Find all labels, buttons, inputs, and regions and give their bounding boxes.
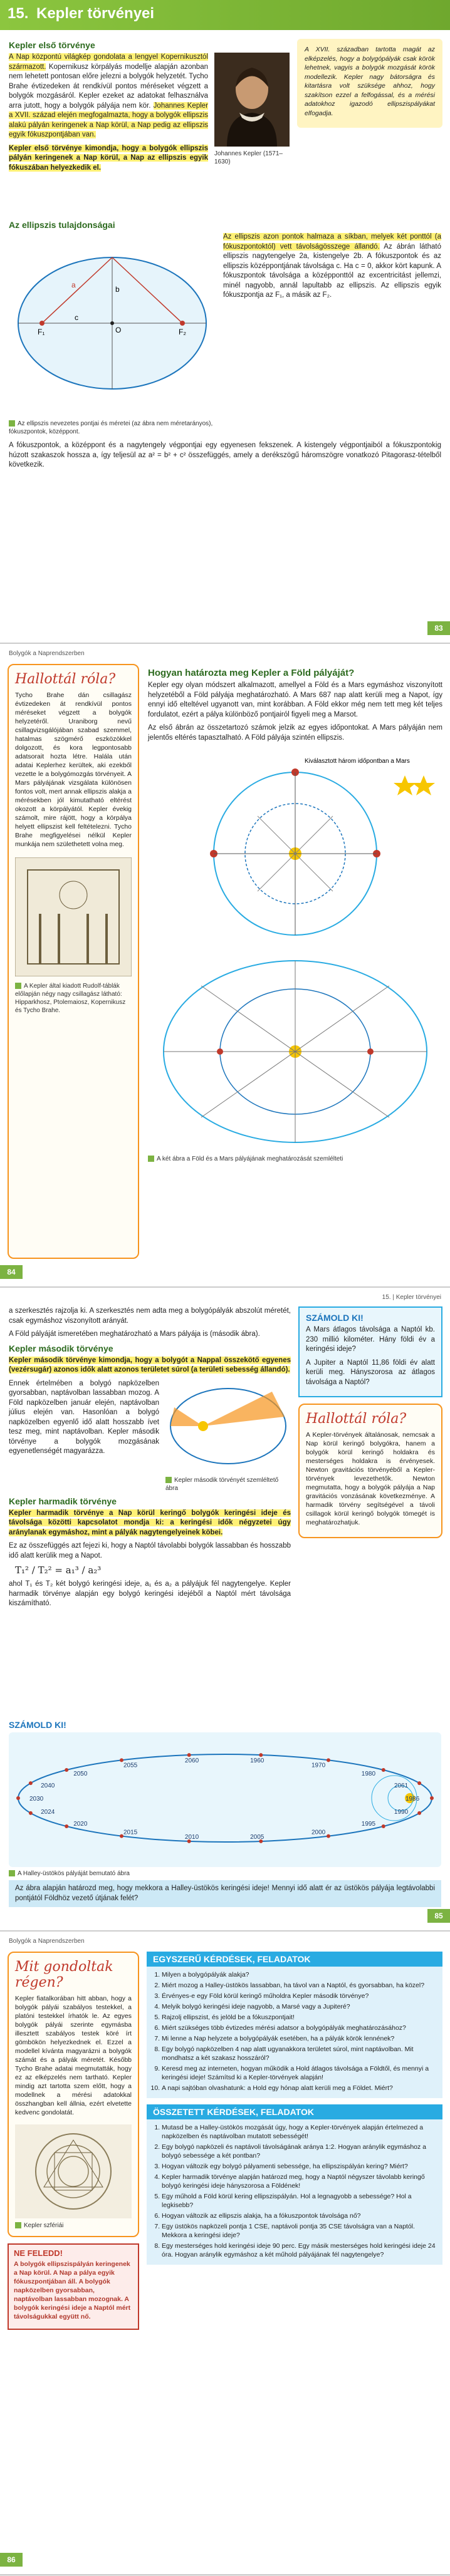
third-law-formula: T₁² / T₂² = a₁³ / a₂³ <box>15 1565 102 1576</box>
square-icon <box>165 1477 172 1483</box>
year-label: 2010 <box>184 1834 199 1841</box>
year-label: 1990 <box>394 1809 409 1816</box>
square-icon <box>15 2222 21 2228</box>
page-83 <box>0 0 450 644</box>
orbit-point <box>259 1753 263 1757</box>
section-title: Az ellipszis tulajdonságai <box>9 220 115 230</box>
label-c: c <box>75 313 78 322</box>
section-title: Kepler harmadik törvénye <box>9 1496 117 1506</box>
year-label: 1995 <box>361 1820 376 1828</box>
year-label: 2030 <box>29 1796 44 1803</box>
section-title: Kepler második törvénye <box>9 1343 113 1353</box>
first-law-statement: Kepler első törvénye kimondja, hogy a bolygók ellipszis pályán keringenek a Nap körül, a Nap az ellipszis egyik fókuszában helyezkedik el. <box>9 144 208 172</box>
simple-exercises-list <box>147 1967 442 2098</box>
main-column: a szerkesztés rajzolja ki. A szerkesztés nem adta meg a bolygópályák abszolút méretét, csak egymáshoz viszonyított arányát. A Föld pályáját ismeretében meghatározható a Mars pályája is (második ábra). Kepler második törvénye Kepler második törvénye kimondja, hogy a bolygót a Nappal összekötő egyenes (vezérsugár) azonos idők alatt azonos területet súrol (a területi sebesség állandó). Ennek értelmében a bolygó napközelben gyorsabban, naptávolban lassabban mozog. A Föld napközelben január elején, naptávolban július elején van. Hasonlóan a bolygó napközelben egyenlő idő alatt hosszabb ívet tesz meg, mint naptávolban. Kepler második törvénye a bolygók mozgásának egyenetlenségét magyarázza. Kepler második törvényét szemléltető ábra Kepler harmadik törvénye Kepler harmadik törvénye a Nap körül keringő bolygók keringési ideje és távolsága közötti kapcsolatot mondja ki: a keringési idők négyzetei úgy aránylanak egymáshoz, mint a pályák nagytengelyeinek köbei. Ez az összefüggés azt fejezi ki, hogy a Naptól távolabbi bolygók lassabban és hosszabb idő alatt kerülik meg a Napot. T₁² / T₂² = a₁³ / a₂³ ahol T₁ és T₂ két bolygó keringési ideje, a₁ és a₂ a pályájuk fél nagytengelye. Kepler harmadik törvénye alapján egy bolygó keringési idejéből a Naptól mért távolsága kiszámítható. <box>9 1307 291 1607</box>
exercise-item: 7. Egy üstökös napközeli pontja 1 CSE, naptávoli pontja 35 CSE távolságra van a Naptól. Mekkora a keringési ideje? <box>162 2222 436 2240</box>
orbit-point <box>327 1834 330 1838</box>
page-84 <box>0 644 450 1288</box>
kepler-portrait <box>214 53 290 177</box>
section-title: Kepler első törvénye <box>9 40 95 50</box>
running-head: Bolygók a Naprendszerben <box>9 650 85 657</box>
exercise-item: 5. Egy műhold a Föld körül kering ellipszispályán. Hol a legnagyobb a sebessége? Hol a legkisebb? <box>162 2192 436 2210</box>
third-law-statement: Kepler harmadik törvénye a Nap körül keringő bolygók keringési ideje és távolsága közötti kapcsolatot mondja ki: a keringési idők négyzetei úgy aránylanak egymáshoz, mint a pályák nagytengelyeinek köbei. <box>9 1509 291 1536</box>
year-label: 2020 <box>73 1820 88 1828</box>
exercise-item: 2. Miért mozog a Halley-üstökös lassabban, ha távol van a Naptól, és gyorsabban, ha közel? <box>162 1981 436 1990</box>
exercise-item: 3. Hogyan változik egy bolygó pályamenti sebessége, ha ellipszispályán kering? Miért? <box>162 2162 436 2171</box>
ne-feledd-box: NE FELEDD! A bolygók ellipszispályán keringenek a Nap körül. A Nap a pálya egyik fókuszpontjában áll. A bolygók napközelben gyorsabban, naptávolban lassabban mozognak. A bolygók keringési ideje a Naptól mért távolságukkal együtt nő. <box>8 2243 139 2330</box>
exercise-item: 8. Egy mesterséges hold keringési ideje 90 perc. Egy másik mesterséges hold keringési ideje 24 óra. Hogyan aránylik egymáshoz a két műhold pályájának fél nagytengelye? <box>162 2242 436 2259</box>
box-caption: A Kepler által kiadott Rudolf-táblák előlapján négy nagy csillagász látható: Hipparkhosz, Ptolemaiosz, Kopernikusz és Tycho Brahe. <box>15 983 126 1014</box>
section-title: Hogyan határozta meg Kepler a Föld pályáját? <box>148 668 355 678</box>
square-icon <box>9 1870 15 1876</box>
halley-label: A Halley-üstökös pályáját bemutató ábra <box>9 1870 441 1878</box>
exercise-item: 6. Miért szükséges több évtizedes mérési adatsor a bolygópályák meghatározásához? <box>162 2024 436 2032</box>
sun-icon <box>198 1421 208 1431</box>
orbit-point <box>327 1758 330 1762</box>
label-b: b <box>115 285 120 294</box>
simple-exercises-head: EGYSZERŰ KÉRDÉSEK, FELADATOK <box>147 1952 442 1967</box>
ellipse-definition: Az ellipszis azon pontok halmaza a síkban, melyek két ponttól (a fókuszpontoktól) vett távolságösszege állandó. Az ábrán látható ellipszis nagytengelye 2a, kistengelye 2b. A fókuszpontok és az ellipszis középpontjának távolsága c. Ha c = 0, akkor kört kapunk. A fókuszpontok távolsága a középponttól az excentricitást jellemzi, minél nagyobb, annál lapultabb az ellipszis. Az ellipszis egyik fókuszpontja az F₁, a másik az F₂. <box>223 233 441 299</box>
hallottal-rola-box: Hallottál róla? A Kepler-törvények általánosak, nemcsak a Nap körül keringő bolygókra, hanem a bolygók körül keringő holdakra és mesterséges holdakra is érvényesek. Newton gravitációs törvényéből a Kepler-törvények levezethetők. Newton megmutatta, hogy a bolygók pályája a Nap gravitációs vonzásának következménye. A harmadik törvény segítségével a távoli csillagok körül keringő bolygók tömegét is meghatározhatjuk. <box>298 1404 442 1538</box>
diagram-caption: Az ellipszis nevezetes pontjai és méretei (az ábra nem méretarányos), fókuszpontok, középpont. <box>9 420 213 435</box>
year-label: 1970 <box>311 1762 326 1769</box>
year-label: 2061 <box>394 1782 409 1789</box>
exercise-item: 9. Keresd meg az interneten, hogyan működik a Hold átlagos távolsága a Földtől, és mennyi a keringési ideje! Számítsd ki a Kepler-törvények alapján! <box>162 2064 436 2082</box>
exercises <box>147 1952 442 2265</box>
exercise-item: 3. Érvényes-e egy Föld körül keringő műholdra Kepler második törvénye? <box>162 1992 436 2000</box>
orbit-point <box>29 1781 33 1785</box>
orbit-point <box>417 1781 421 1785</box>
section-first-law <box>9 36 290 177</box>
section-ellipse <box>9 216 441 474</box>
left-column <box>8 1952 139 2330</box>
exercise-item: 2. Egy bolygó napközeli és naptávoli távolságának aránya 1:2. Hogyan aránylik egymáshoz a bolygó sebessége a két pontban? <box>162 2143 436 2160</box>
year-label: 2040 <box>41 1782 55 1789</box>
page-number: 84 <box>0 1265 23 1279</box>
mit-gondoltak-box: Mit gondoltak régen? Kepler fiatalkorában hitt abban, hogy a bolygók pályái szabályos testekkel, a platóni testekkel írhatók le. Az egyes bolygók pályái szerinte egymásba illesztett szabályos testek köré írt gömbökön helyezkednek el. Ezzel a modellel kívánta magyarázni a bolygók számát és a pályák méretét. Később Tycho Brahe adatai megmutatták, hogy ez az elképzelés nem tartható. Kepler mindig azt tartotta szem előtt, hogy a modellnek a mérési adatokkal összhangban kell állnia, ezért elvetette kedvenc gondolatát. Kepler szfériái <box>8 1952 139 2237</box>
calc-box: SZÁMOLD KI! A Mars átlagos távolsága a Naptól kb. 230 millió kilométer. Hány földi év a keringési ideje? A Jupiter a Naptól 11,86 földi év alatt kerüli meg. Hányszorosa az átlagos távolsága a Naptól? <box>298 1306 442 1397</box>
focus-point-2 <box>180 321 185 326</box>
diagram-2-caption: A két ábra a Föld és a Mars pályájának meghatározását szemlélteti <box>148 1155 442 1163</box>
complex-exercises-list <box>147 2119 442 2265</box>
page-number: 86 <box>0 2553 23 2567</box>
first-law-text: A Nap központú világkép gondolata a lengyel Kopernikusztól származott. Kopernikusz körpályás modellje alapján azonban nem lehetett pontosan előre jelezni a bolygók helyzetét. Tycho Brahe évtizedeken át rendkívül pontos méréseket végzett a bolygók mozgásáról. Kepler ezeket az adatokat felhasználva arra jutott, hogy a bolygók pályája nem kör. Johannes Kepler a XVII. század elején megfogalmazta, hogy a bolygók ellipszis alakú pályán keringenek a Nap körül, a Nap pedig az ellipszis egyik fókuszpontjában van. <box>9 53 209 138</box>
exercise-item: 10. A napi sajtóban olvashatunk: a Hold egy hónap alatt kerüli meg a Földet. Miért? <box>162 2084 436 2092</box>
square-icon <box>148 1156 154 1162</box>
complex-exercises-head: ÖSSZETETT KÉRDÉSEK, FELADATOK <box>147 2104 442 2119</box>
halley-question: Az ábra alapján határozd meg, hogy mekkora a Halley-üstökös keringési ideje! Mennyi idő alatt ér az üstökös pályája legtávolabbi pontjától Földhöz vezető útjának felét? <box>9 1880 441 1907</box>
box-title: Hallottál róla? <box>15 671 116 687</box>
orbit-point <box>65 1824 68 1828</box>
ellipse-diagram <box>9 232 216 414</box>
chapter-number: 15. <box>8 5 29 22</box>
year-label: 2055 <box>123 1762 138 1769</box>
year-label: 2000 <box>311 1829 326 1836</box>
halley-orbit-diagram <box>9 1732 441 1864</box>
halley-section <box>9 1720 441 1907</box>
orbit-diagram-2 <box>148 951 442 1152</box>
square-icon <box>15 983 21 989</box>
exercise-item: 6. Hogyan változik az ellipszis alakja, ha a fókuszpontok távolsága nő? <box>162 2211 436 2220</box>
portrait-image <box>214 53 290 147</box>
orbit-diagram-1 <box>148 750 442 944</box>
year-label: 1986 <box>406 1796 420 1803</box>
orbit-point <box>29 1811 33 1815</box>
exercise-item: 4. Melyik bolygó keringési ideje nagyobb, a Marsé vagy a Jupiteré? <box>162 2002 436 2011</box>
second-law-statement: Kepler második törvénye kimondja, hogy a bolygót a Nappal összekötő egyenes (vezérsugár) azonos idők alatt azonos területet súrol (a területi sebesség állandó). <box>9 1356 291 1373</box>
year-label: 1980 <box>361 1771 376 1778</box>
exercise-item: 4. Kepler harmadik törvénye alapján határozd meg, hogy a Naptól négyszer távolabb keringő bolygó keringési ideje hányszorosa a Földének! <box>162 2173 436 2190</box>
orbit-point <box>417 1811 421 1815</box>
diagram-1-label: Kiválasztott három időpontban a Mars <box>305 758 410 765</box>
page-85 <box>0 1288 450 1932</box>
page-number: 83 <box>427 621 450 635</box>
second-law-diagram <box>165 1379 291 1473</box>
diagram-caption: Kepler második törvényét szemléltető ábra <box>165 1476 279 1492</box>
exercise-item: 7. Mi lenne a Nap helyzete a bolygópályák esetében, ha a pályák körök lennének? <box>162 2034 436 2043</box>
year-label: 2050 <box>73 1771 88 1778</box>
exercise-item: 1. Milyen a bolygópályák alakja? <box>162 1970 436 1979</box>
halley-title: SZÁMOLD KI! <box>9 1720 66 1730</box>
running-head: Bolygók a Naprendszerben <box>9 1938 85 1945</box>
focus-point-1 <box>39 321 44 326</box>
image-caption: Kepler szfériái <box>15 2222 132 2230</box>
side-note: A XVII. században tartotta magát az elképzelés, hogy a bolygópályák csak körök lehetnek, vagyis a bolygók mozgását körök modellezik. Kepler nagy bátorságra és kitartásra volt szüksége ahhoz, hogy szakítson ezzel a felfogással, és a mérési adatokhoz igazodó ellipszispályákat elfogadja. <box>297 39 442 128</box>
label-f2: F₂ <box>179 328 186 336</box>
right-column <box>298 1306 442 1538</box>
label-o: O <box>115 326 122 334</box>
year-label: 2015 <box>123 1829 138 1836</box>
exercise-item: 1. Mutasd be a Halley-üstökös mozgását úgy, hogy a Kepler-törvények alapján értelmezed a napközelben és naptávolban mutatott sebességét! <box>162 2123 436 2141</box>
orbit-point <box>65 1768 68 1772</box>
orbit-point <box>187 1753 191 1757</box>
page-number: 85 <box>427 1909 450 1923</box>
square-icon <box>9 420 15 427</box>
year-label: 2060 <box>184 1757 199 1764</box>
exercise-item: 8. Egy bolygó napközelben 4 nap alatt ugyanakkora területet súrol, mint naptávolban. Mit mondhatsz a két szakasz hosszáról? <box>162 2045 436 2062</box>
year-label: 2005 <box>250 1834 264 1841</box>
chapter-title: Kepler törvényei <box>36 5 155 22</box>
running-head: 15. | Kepler törvényei <box>382 1294 441 1301</box>
hallottal-rola-box: Hallottál róla? Tycho Brahe dán csillagász évtizedeken át rendkívül pontos méréseket végzett a bolygók helyzetéről. Uraniborg nevű csillagvizsgálójában szabad szemmel, hatalmas szögmérő eszközökkel dolgozott, és kora legpontosabb adatsorait hozta létre. Halála után adatai Keplerhez kerültek, aki ezekből vezette le a bolygómozgás törvényeit. A Mars pályájának vizsgálata különösen fontos volt, mert annak ellipszis alakja a mérésekben jól kimutatható eltérést okozott a körpályától. Kepler évekig számolt, mire rájött, hogy a körpálya helyett ellipszist kell feltételezni. Tycho Brahe megfigyelései nélkül Kepler munkája nem születhetett volna meg. A Kepler által kiadott Rudolf-táblák előlapján négy nagy csillagász látható: Hipparkhosz, Ptolemaiosz, Kopernikusz és Tycho Brahe. <box>8 664 139 1259</box>
page-86 <box>0 1932 450 2575</box>
orbit-point <box>382 1824 385 1828</box>
label-f1: F₁ <box>38 328 45 336</box>
year-label: 1960 <box>250 1757 264 1764</box>
kepler-spheres-image <box>15 2124 132 2218</box>
year-label: 2024 <box>41 1809 55 1816</box>
chapter-header <box>0 0 450 30</box>
orbit-point <box>382 1768 385 1772</box>
portrait-caption: Johannes Kepler (1571–1630) <box>214 150 283 165</box>
orbit-point <box>16 1796 20 1800</box>
rudolf-tables-image <box>15 857 132 976</box>
label-a: a <box>71 281 76 289</box>
earth-orbit-section: Hogyan határozta meg Kepler a Föld pályáját? Kepler egy olyan módszert alkalmazott, amellyel a Föld és a Mars egymáshoz viszonyított helyzetéből a Föld pályája meghatározható. A Mars 687 nap alatt kerüli meg a Napot, így ennyi idő elteltével ugyanott van, mint korábban. A Föld ekkor még nem tett meg két teljes fordulatot, ezért a pálya különböző pontjairól figyeli meg a Marsot. Az első ábrán az összetartozó számok jelzik az egyes időpontokat. A Mars pályáján nem jelentős eltérés tapasztalható. A Föld pályája szintén ellipszis. Kiválasztott három időpontban a Mars A két ábra a Föld és a Mars pályájának meghatározását szemlélteti <box>148 668 442 1162</box>
ellipse-bottom-text: A fókuszpontok, a középpont és a nagytengely végpontjai egy egyenesen fekszenek. A kistengely végpontjaiból a fókuszpontokig húzott szakaszok hossza a, így teljesül az a² = b² + c² összefüggés, amely a derékszögű háromszögre vonatkozó Pitagorasz-tételből következik. <box>9 442 441 468</box>
exercise-item: 5. Rajzolj ellipszist, és jelöld be a fókuszpontjait! <box>162 2013 436 2022</box>
orbit-point <box>430 1796 434 1800</box>
